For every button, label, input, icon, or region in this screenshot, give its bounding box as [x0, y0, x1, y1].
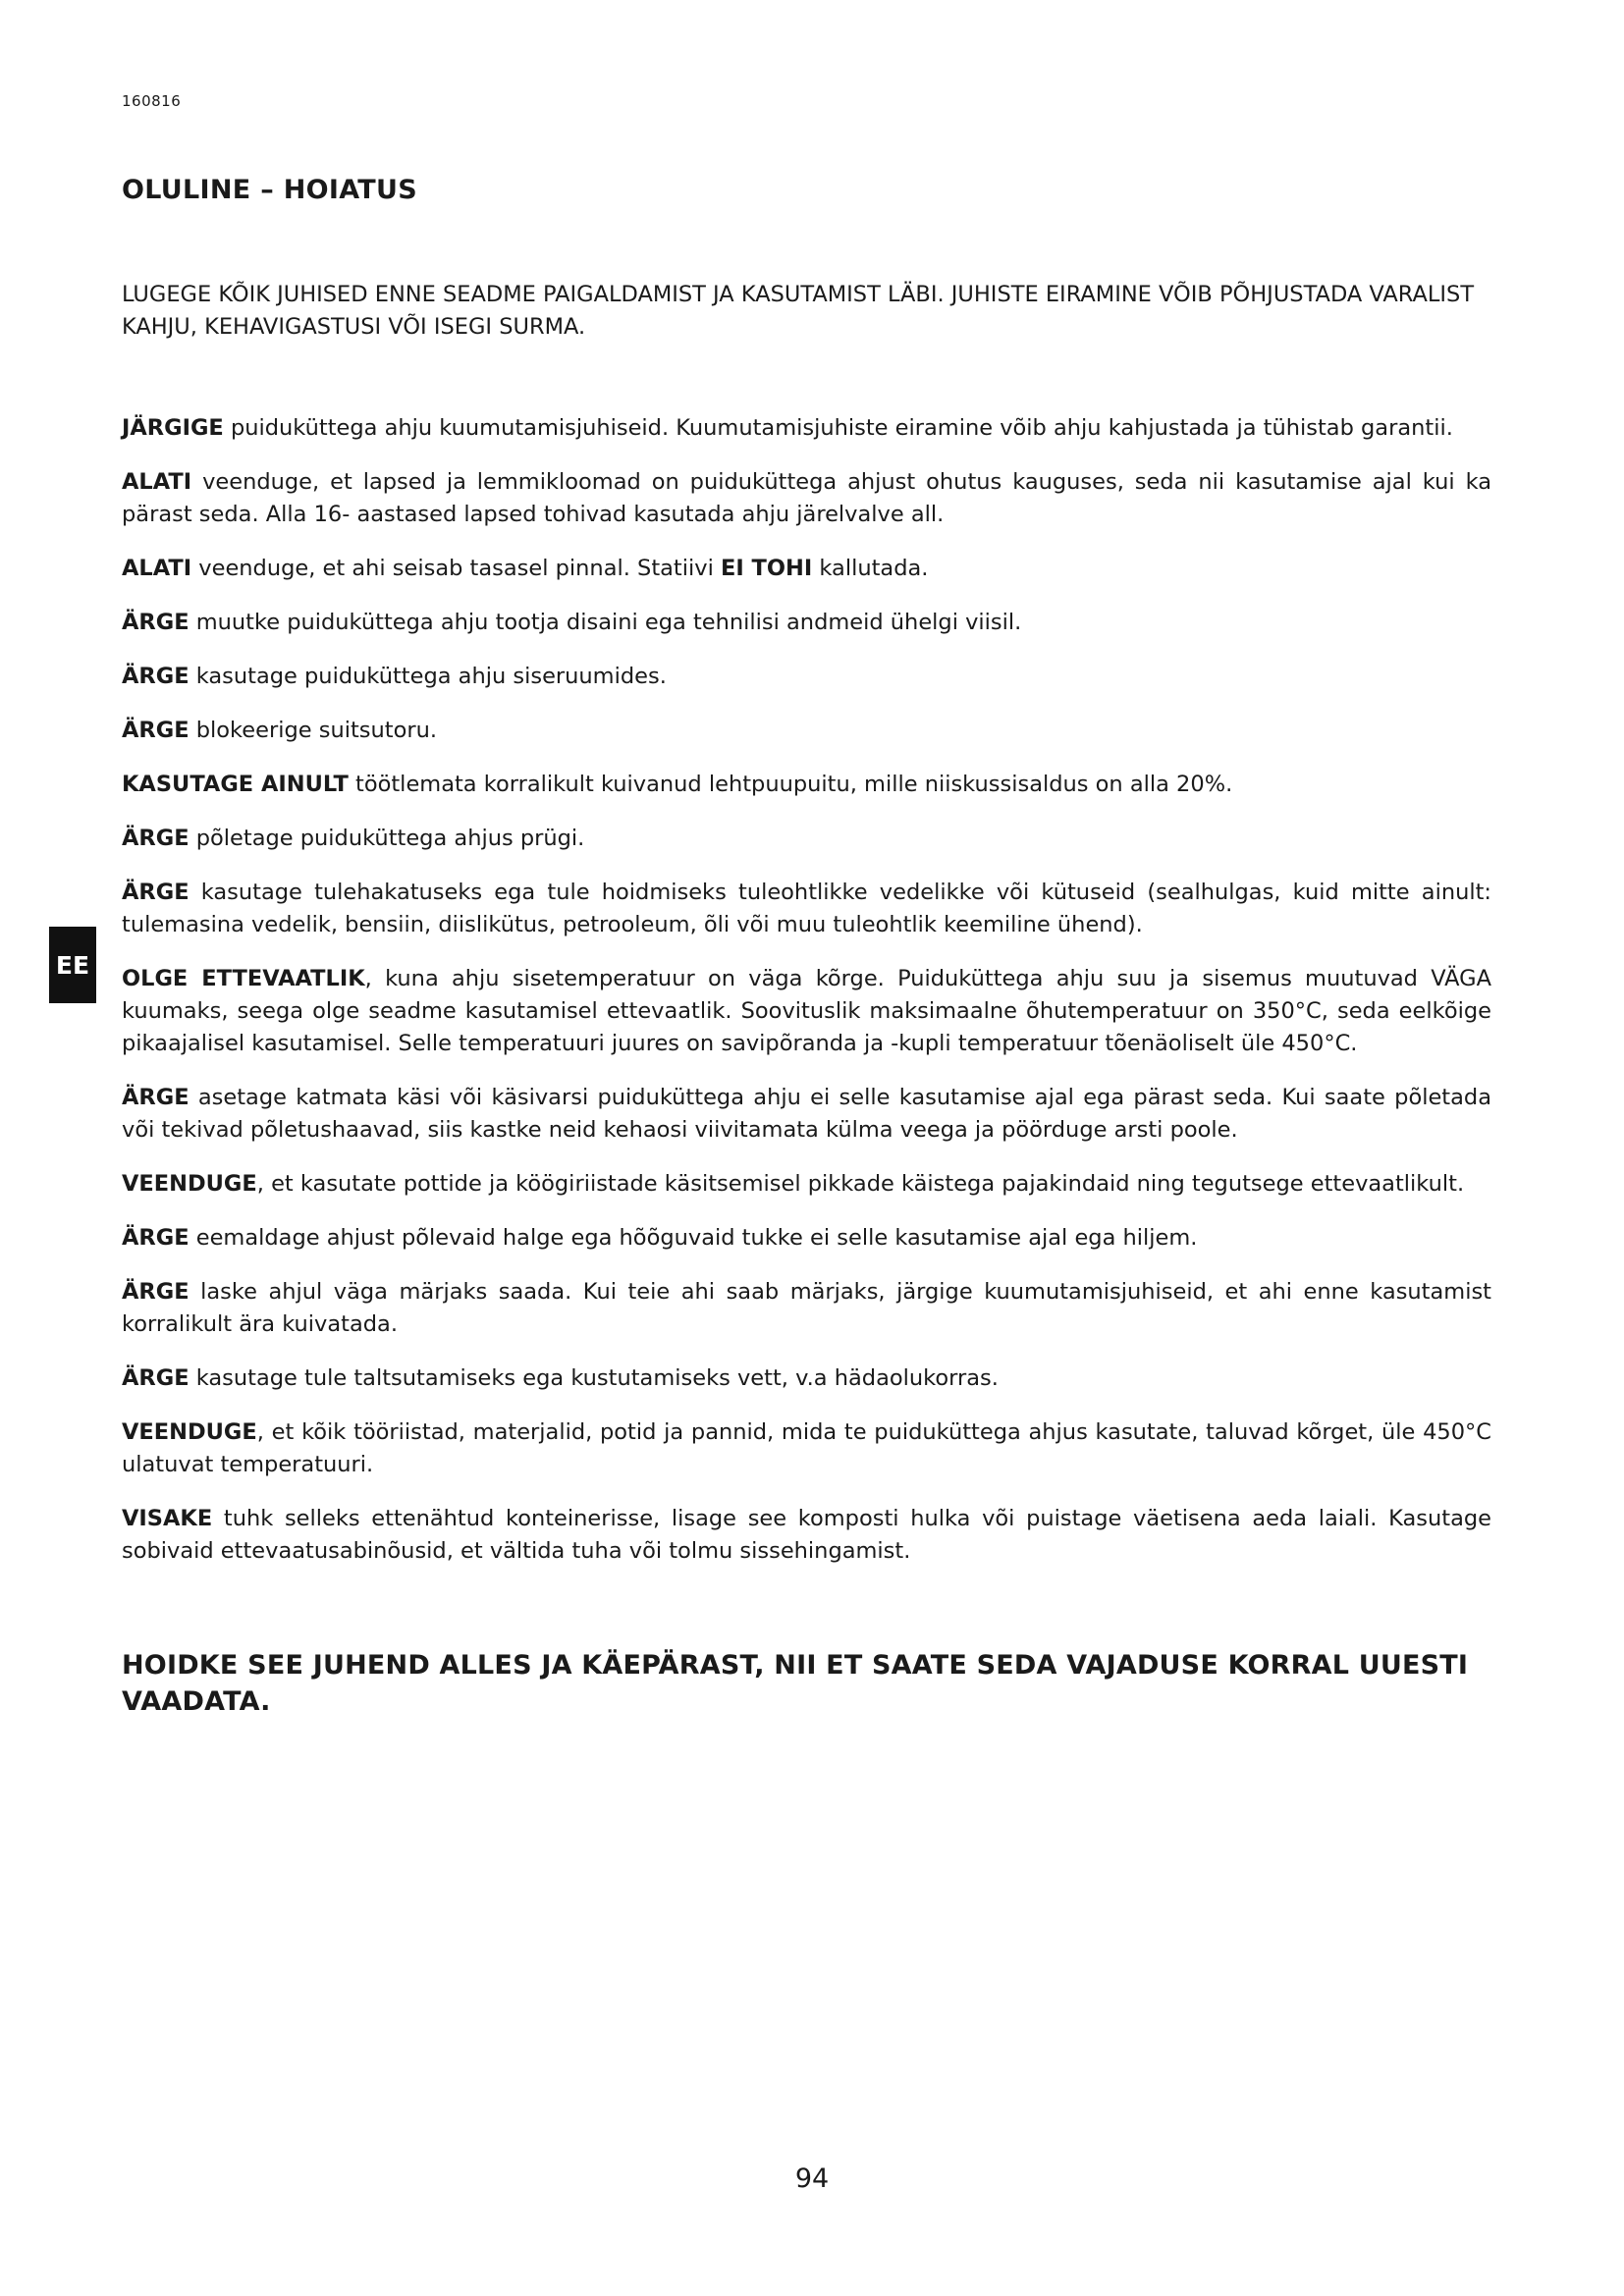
warning-text: muutke puiduküttega ahju tootja disaini ega tehnilisi andmeid ühelgi viisil. [189, 610, 1022, 635]
warning-item [122, 1416, 1491, 1481]
warning-item [122, 715, 1491, 747]
language-tab: EE [49, 927, 96, 1003]
warning-keyword: ALATI [122, 556, 192, 581]
warning-text: puiduküttega ahju kuumutamisjuhiseid. Kuumutamisjuhiste eiramine võib ahju kahjustada ja tühistab garantii. [223, 415, 1453, 441]
warning-keyword: ÄRGE [122, 880, 189, 905]
warning-item [122, 1503, 1491, 1568]
warning-text: , kuna ahju sisetemperatuur on väga kõrge. Puiduküttega ahju suu ja sisemus muutuvad VÄGA kuumaks, seega olge seadme kasutamisel ettevaatlik. Soovituslik maksimaalne õhutemperatuur on 350°C, seda eelkõige pikaajalisel kasutamisel. Selle temperatuuri juures on savipõranda ja -kupli temperatuur tõenäoliselt üle 450°C. [122, 966, 1492, 1056]
warning-text: kallutada. [812, 556, 929, 581]
warning-item [122, 661, 1491, 693]
warning-text: blokeerige suitsutoru. [189, 718, 438, 743]
warning-keyword: OLGE ETTEVAATLIK [122, 966, 365, 991]
warning-text: põletage puiduküttega ahjus prügi. [189, 826, 585, 851]
warning-item [122, 607, 1491, 639]
intro-warning: LUGEGE KÕIK JUHISED ENNE SEADME PAIGALDAMIST JA KASUTAMIST LÄBI. JUHISTE EIRAMINE VÕIB PÕHJUSTADA VARALIST KAHJU, KEHAVIGASTUSI VÕI ISEGI SURMA. [122, 282, 1475, 340]
warning-keyword: ÄRGE [122, 718, 189, 743]
warning-text: töötlemata korralikult kuivanud lehtpuupuitu, mille niiskussisaldus on alla 20%. [348, 772, 1233, 797]
warning-keyword: ÄRGE [122, 1365, 189, 1391]
warning-text: kasutage tulehakatuseks ega tule hoidmiseks tuleohtlikke vedelikke või kütuseid (sealhulgas, kuid mitte ainult: tulemasina vedelik, bensiin, diislikütus, petrooleum, õli või muu tuleohtlik keemiline ühend). [122, 880, 1491, 937]
warning-item [122, 769, 1491, 801]
warning-keyword: VEENDUGE [122, 1171, 257, 1197]
warning-item [122, 412, 1491, 445]
warning-keyword: ALATI [122, 469, 192, 495]
warning-text: kasutage puiduküttega ahju siseruumides. [189, 664, 667, 689]
warning-item [122, 1082, 1491, 1147]
warning-keyword: ÄRGE [122, 826, 189, 851]
warning-text: tuhk selleks ettenähtud konteinerisse, lisage see komposti hulka või puistage väetisena aeda laiali. Kasutage sobivaid ettevaatusabinõusid, et vältida tuha või tolmu sissehingamist. [122, 1506, 1491, 1564]
warning-text: , et kõik tööriistad, materjalid, potid ja pannid, mida te puiduküttega ahjus kasutate, taluvad kõrget, üle 450°C ulatuvat temperatuuri. [122, 1419, 1491, 1477]
warning-list [122, 412, 1491, 1589]
warning-item [122, 1276, 1491, 1341]
warning-text: veenduge, et ahi seisab tasasel pinnal. Statiivi [191, 556, 721, 581]
warning-text: eemaldage ahjust põlevaid halge ega hõõguvaid tukke ei selle kasutamise ajal ega hiljem. [189, 1225, 1198, 1251]
warning-item [122, 1222, 1491, 1255]
warning-item [122, 963, 1491, 1060]
warning-text: veenduge, et lapsed ja lemmikloomad on puiduküttega ahjust ohutus kauguses, seda nii kasutamise ajal kui ka pärast seda. Alla 16- aastased lapsed tohivad kasutada ahju järelvalve all. [122, 469, 1491, 527]
warning-text: , et kasutate pottide ja köögiriistade käsitsemisel pikkade käistega pajakindaid ning tegutsege ettevaatlikult. [256, 1171, 1465, 1197]
page-title: OLULINE – HOIATUS [122, 175, 417, 205]
warning-text: asetage katmata käsi või käsivarsi puiduküttega ahju ei selle kasutamise ajal ega pärast seda. Kui saate põletada või tekivad põletushaavad, siis kastke neid kehaosi viivitamata külma veega ja pöörduge arsti poole. [122, 1085, 1491, 1143]
warning-keyword: ÄRGE [122, 1225, 189, 1251]
warning-keyword: EI TOHI [720, 556, 813, 581]
warning-item [122, 877, 1491, 941]
warning-keyword: ÄRGE [122, 1279, 189, 1305]
warning-item [122, 1168, 1491, 1201]
warning-item [122, 553, 1491, 585]
document-code: 160816 [122, 92, 182, 110]
page-number: 94 [794, 2163, 830, 2194]
warning-item [122, 1362, 1491, 1395]
warning-keyword: JÄRGIGE [122, 415, 224, 441]
warning-text: laske ahjul väga märjaks saada. Kui teie ahi saab märjaks, järgige kuumutamisjuhiseid, et ahi enne kasutamist korralikult ära kuivatada. [122, 1279, 1491, 1337]
warning-keyword: ÄRGE [122, 1085, 189, 1110]
warning-item [122, 823, 1491, 855]
warning-keyword: VISAKE [122, 1506, 213, 1531]
warning-keyword: VEENDUGE [122, 1419, 257, 1445]
warning-item [122, 466, 1491, 531]
warning-text: kasutage tule taltsutamiseks ega kustutamiseks vett, v.a hädaolukorras. [189, 1365, 999, 1391]
warning-keyword: KASUTAGE AINULT [122, 772, 349, 797]
closing-notice: HOIDKE SEE JUHEND ALLES JA KÄEPÄRAST, NII ET SAATE SEDA VAJADUSE KORRAL UUESTI VAADATA. [122, 1650, 1469, 1717]
warning-keyword: ÄRGE [122, 610, 189, 635]
warning-keyword: ÄRGE [122, 664, 189, 689]
